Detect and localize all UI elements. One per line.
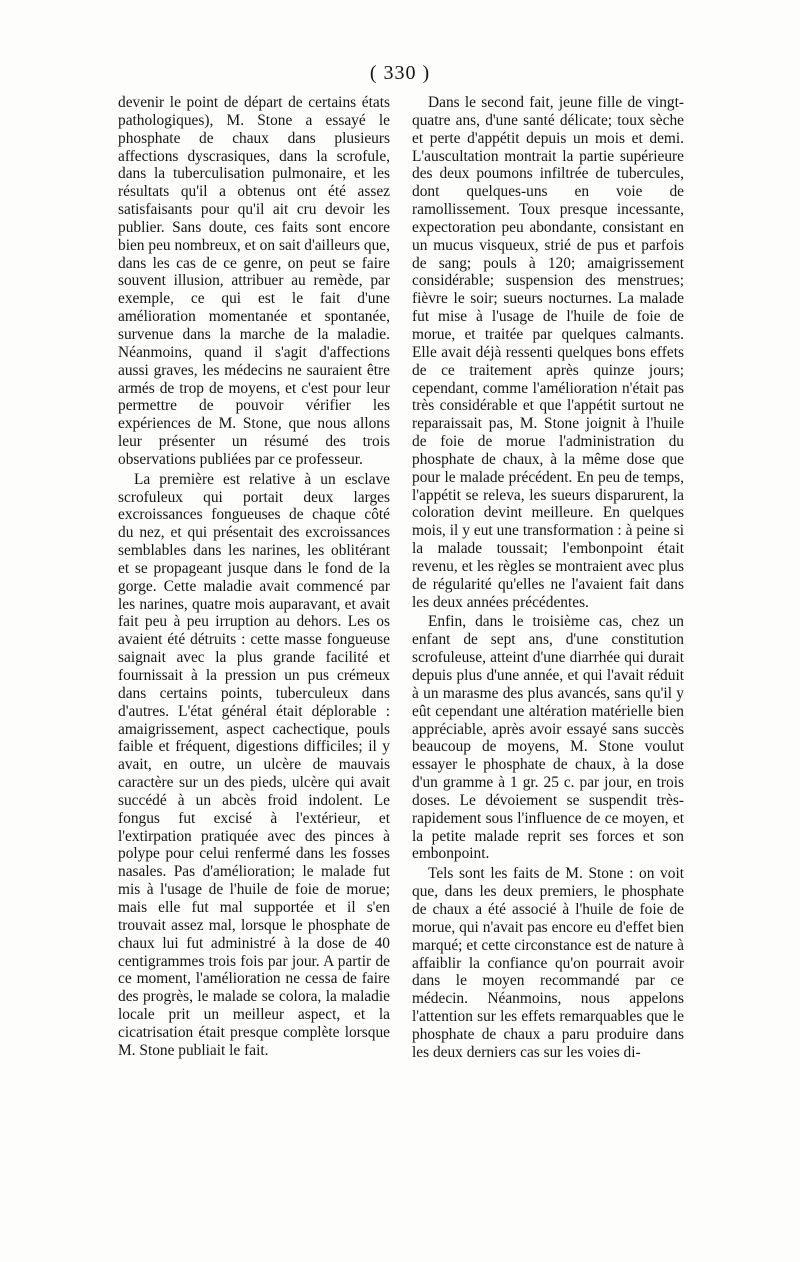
- paragraph: La première est relative à un esclave scrofuleux qui portait deux larges excroissances fongueuses de chaque côté du nez, et qui présentait des excroissances semblables dans les narines, les oblitérant et se propageant jusque dans le fond de la gorge. Cette maladie avait commencé par les narines, quatre mois auparavant, et avait fait peu à peu irruption au dehors. Les os avaient été détruits : cette masse fongueuse saignait avec la plus grande facilité et fournissait à la pression un pus crémeux dans certains points, tuberculeux dans d'autres. L'état général était déplorable : amaigrissement, aspect cachectique, pouls faible et fréquent, digestions difficiles; il y avait, en outre, un ulcère de mauvais caractère sur un des pieds, ulcère qui avait succédé à un abcès froid indolent. Le fongus fut excisé à l'extérieur, et l'extirpation pratiquée avec des pinces à polype pour celui renfermé dans les fosses nasales. Pas d'amélioration; le malade fut mis à l'usage de l'huile de foie de morue; mais elle fut mal supportée et il s'en trouvait assez mal, lorsque le phosphate de chaux lui fut administré à la dose de 40 centigrammes trois fois par jour. A partir de ce moment, l'amélioration ne cessa de faire des progrès, le malade se colora, la maladie locale prit un meilleur aspect, et la cicatrisation était presque complète lorsque M. Stone publiait le fait.: [118, 470, 390, 1059]
- right-column: [412, 94, 684, 1062]
- paragraph: Dans le second fait, jeune fille de vingt-quatre ans, d'une santé délicate; toux sèche et perte d'appétit depuis un mois et demi. L'auscultation montrait la partie supérieure des deux poumons infiltrée de tubercules, dont quelques-uns en voie de ramollissement. Toux presque incessante, expectoration peu abondante, consistant en un mucus visqueux, strié de pus et parfois de sang; pouls à 120; amaigrissement considérable; suspension des menstrues; fièvre le soir; sueurs nocturnes. La malade fut mise à l'usage de l'huile de foie de morue, et traitée par quelques calmants. Elle avait déjà ressenti quelques bons effets de ce traitement après quinze jours; cependant, comme l'amélioration n'était pas très considérable et que l'appétit surtout ne reparaissait pas, M. Stone joignit à l'huile de foie de morue l'administration du phosphate de chaux, à la même dose que pour le malade précédent. En peu de temps, l'appétit se releva, les sueurs disparurent, la coloration devint meilleure. En quelques mois, il y eut une transformation : à peine si la malade toussait; l'embonpoint était revenu, et les règles se montraient avec plus de régularité qu'elles ne l'avaient fait dans les deux années précédentes.: [412, 94, 684, 611]
- paragraph: Tels sont les faits de M. Stone : on voit que, dans les deux premiers, le phosphate de chaux a été associé à l'huile de foie de morue, qui n'avait pas encore eu d'effet bien marqué; et cette circonstance est de nature à affaiblir la confiance qu'on pourrait avoir dans le moyen recommandé par ce médecin. Néanmoins, nous appelons l'attention sur les effets remarquables que le phosphate de chaux a paru produire dans les deux derniers cas sur les voies di-: [412, 865, 684, 1061]
- paragraph: Enfin, dans le troisième cas, chez un enfant de sept ans, d'une constitution scrofuleuse, atteint d'une diarrhée qui durait depuis plus d'une année, et qui l'avait réduit à un marasme des plus avancés, sans qu'il y eût cependant une altération matérielle bien appréciable, après avoir essayé sans succès beaucoup de moyens, M. Stone voulut essayer le phosphate de chaux, à la dose d'un gramme à 1 gr. 25 c. par jour, en trois doses. Le dévoiement se suspendit très-rapidement sous l'influence de ce moyen, et la petite malade reprit ses forces et son embonpoint.: [412, 613, 684, 863]
- left-column: [118, 94, 390, 1060]
- paragraph: devenir le point de départ de certains états pathologiques), M. Stone a essayé le phosphate de chaux dans plusieurs affections dyscrasiques, dans la scrofule, dans la tuberculisation pulmonaire, et les résultats qu'il a obtenus ont été assez satisfaisants pour qu'il ait cru devoir les publier. Sans doute, ces faits sont encore bien peu nombreux, et on sait d'ailleurs que, dans les cas de ce genre, on peut se faire souvent illusion, attribuer au remède, par exemple, ce qui est le fait d'une amélioration momentanée et spontanée, survenue dans la marche de la maladie. Néanmoins, quand il s'agit d'affections aussi graves, les médecins ne sauraient être armés de trop de moyens, et c'est pour leur permettre de pouvoir vérifier les expériences de M. Stone, que nous allons leur présenter un résumé des trois observations publiées par ce professeur.: [118, 94, 390, 468]
- page-number: ( 330 ): [369, 62, 431, 84]
